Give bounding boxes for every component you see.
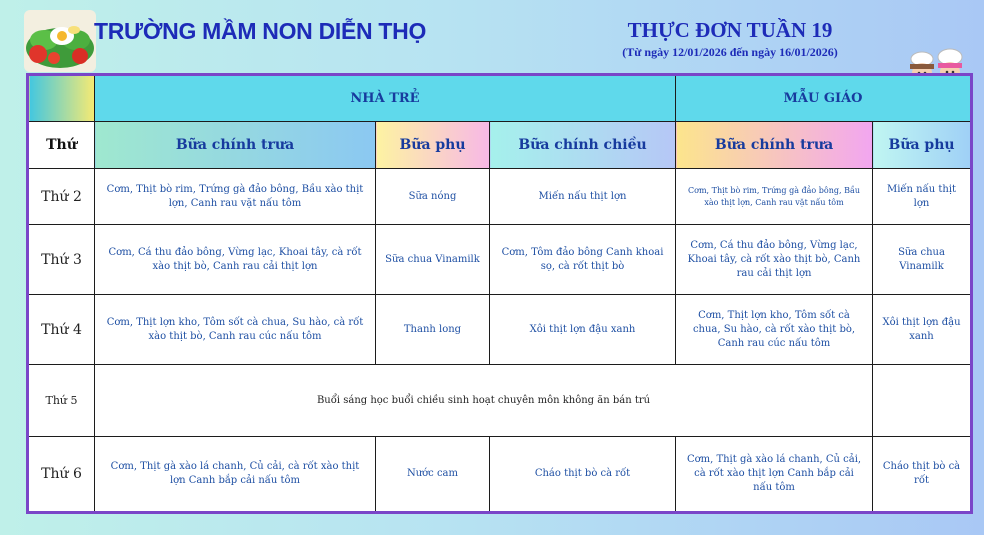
menu-title: THỰC ĐƠN TUẦN 19 [627, 18, 833, 42]
table-row [28, 437, 972, 513]
kg-lunch-cell: Cơm, Thịt gà xào lá chanh, Củ cải, cà rốt xào thịt lợn Canh bắp cải nấu tôm [676, 437, 873, 513]
table-row [28, 169, 972, 225]
nursery-lunch-cell: Cơm, Thịt gà xào lá chanh, Củ cải, cà rốt xào thịt lợn Canh bắp cải nấu tôm [95, 437, 376, 513]
nursery-snack-cell: Sữa chua Vinamilk [376, 225, 490, 295]
date-range: (Từ ngày 12/01/2026 đến ngày 16/01/2026) [622, 45, 838, 59]
nursery-lunch-cell: Cơm, Thịt bò rim, Trứng gà đảo bông, Bầu xào thịt lợn, Canh rau vặt nấu tôm [95, 169, 376, 225]
salad-logo-icon [24, 10, 96, 72]
kg-snack-cell: Sữa chua Vinamilk [873, 225, 972, 295]
day-column-header: Thứ [28, 122, 95, 169]
day-label: Thứ 5 [28, 365, 95, 437]
kg-snack-cell: Miến nấu thịt lợn [873, 169, 972, 225]
day-label: Thứ 2 [28, 169, 95, 225]
nursery-snack-cell: Thanh long [376, 295, 490, 365]
day-label: Thứ 4 [28, 295, 95, 365]
meal-header-kg-lunch: Bữa chính trưa [676, 122, 873, 169]
nursery-snack-cell: Nước cam [376, 437, 490, 513]
meal-header-nursery-snack: Bữa phụ [376, 122, 490, 169]
corner-cell [28, 75, 95, 122]
kg-lunch-cell: Cơm, Thịt bò rim, Trứng gà đảo bông, Bầu xào thịt lợn, Canh rau vặt nấu tôm [676, 169, 873, 225]
nursery-lunch-cell: Cơm, Cá thu đảo bông, Vừng lạc, Khoai tây, cà rốt xào thịt bò, Canh rau cải thịt lợn [95, 225, 376, 295]
table-row [28, 225, 972, 295]
kg-lunch-cell: Cơm, Thịt lợn kho, Tôm sốt cà chua, Su hào, cà rốt xào thịt bò, Canh rau cúc nấu tôm [676, 295, 873, 365]
kg-lunch-cell: Cơm, Cá thu đảo bông, Vừng lạc, Khoai tây, cà rốt xào thịt bò, Canh rau cải thịt lợn [676, 225, 873, 295]
day-label: Thứ 3 [28, 225, 95, 295]
day-label: Thứ 6 [28, 437, 95, 513]
table-row [28, 295, 972, 365]
kg-snack-cell: Xôi thịt lợn đậu xanh [873, 295, 972, 365]
meal-header-kg-snack: Bữa phụ [873, 122, 972, 169]
weekly-menu-table [26, 73, 973, 514]
kg-snack-cell: Cháo thịt bò cà rốt [873, 437, 972, 513]
meal-header-nursery-afternoon: Bữa chính chiều [490, 122, 676, 169]
table-row [28, 365, 972, 437]
nursery-afternoon-cell: Cháo thịt bò cà rốt [490, 437, 676, 513]
nursery-afternoon-cell: Xôi thịt lợn đậu xanh [490, 295, 676, 365]
group-header-nursery: NHÀ TRẺ [95, 75, 676, 122]
school-name: TRƯỜNG MẦM NON DIỄN THỌ [94, 18, 427, 44]
meal-header-nursery-lunch: Bữa chính trưa [95, 122, 376, 169]
group-header-kindergarten: MẪU GIÁO [676, 75, 972, 122]
nursery-lunch-cell: Cơm, Thịt lợn kho, Tôm sốt cà chua, Su hào, cà rốt xào thịt bò, Canh rau cúc nấu tôm [95, 295, 376, 365]
empty-cell [873, 365, 972, 437]
nursery-snack-cell: Sữa nóng [376, 169, 490, 225]
nursery-afternoon-cell: Cơm, Tôm đảo bông Canh khoai sọ, cà rốt thịt bò [490, 225, 676, 295]
no-meal-note: Buổi sáng học buổi chiều sinh hoạt chuyên môn không ăn bán trú [95, 365, 873, 437]
nursery-afternoon-cell: Miến nấu thịt lợn [490, 169, 676, 225]
